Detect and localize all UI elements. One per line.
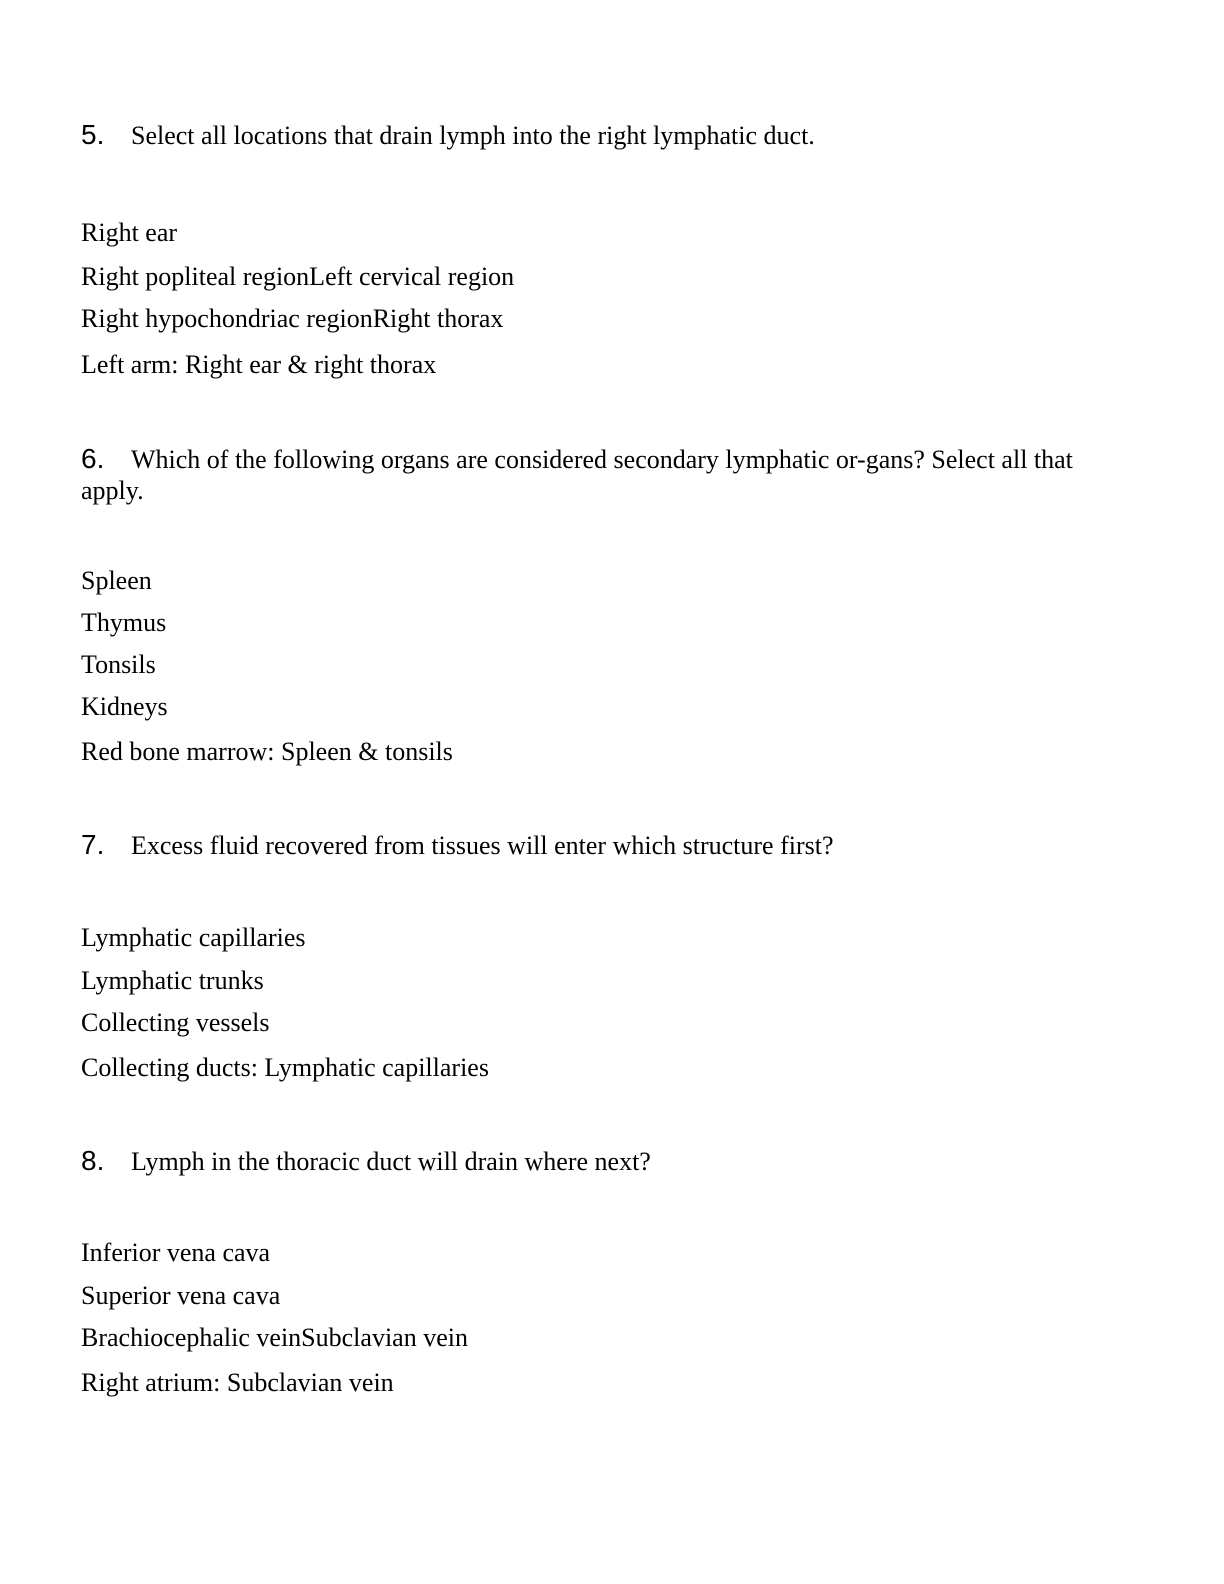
answer-option: Superior vena cava — [81, 1281, 281, 1310]
answer-option: Collecting ducts: Lymphatic capillaries — [81, 1053, 489, 1082]
question-text: Select all locations that drain lymph into the right lymphatic duct. — [131, 121, 815, 150]
question-number: 8. — [81, 1145, 105, 1176]
answer-option: Right popliteal regionLeft cervical region — [81, 262, 515, 291]
answer-option: Right atrium: Subclavian vein — [81, 1368, 394, 1397]
question-number: 7. — [81, 829, 105, 860]
question-8 — [81, 1145, 1101, 1177]
answer-option: Lymphatic capillaries — [81, 923, 306, 952]
answer-option: Lymphatic trunks — [81, 966, 264, 995]
answer-option: Spleen — [81, 566, 152, 595]
question-6 — [81, 443, 1101, 506]
question-number: 5. — [81, 119, 105, 150]
answer-option: Tonsils — [81, 650, 156, 679]
question-5 — [81, 119, 1101, 151]
question-7 — [81, 829, 1101, 861]
answer-option: Thymus — [81, 608, 167, 637]
answer-option: Red bone marrow: Spleen & tonsils — [81, 737, 453, 766]
answer-option: Inferior vena cava — [81, 1238, 271, 1267]
answer-option: Kidneys — [81, 692, 168, 721]
answer-option: Left arm: Right ear & right thorax — [81, 350, 437, 379]
question-text: Lymph in the thoracic duct will drain where next? — [131, 1147, 651, 1176]
question-text: Excess fluid recovered from tissues will enter which structure first? — [131, 831, 834, 860]
question-text: Which of the following organs are considered secondary lymphatic or-gans? Select all that apply. — [81, 445, 1073, 505]
answer-option: Right hypochondriac regionRight thorax — [81, 304, 504, 333]
question-number: 6. — [81, 443, 105, 474]
answer-option: Collecting vessels — [81, 1008, 270, 1037]
answer-option: Right ear — [81, 218, 178, 247]
answer-option: Brachiocephalic veinSubclavian vein — [81, 1323, 468, 1352]
